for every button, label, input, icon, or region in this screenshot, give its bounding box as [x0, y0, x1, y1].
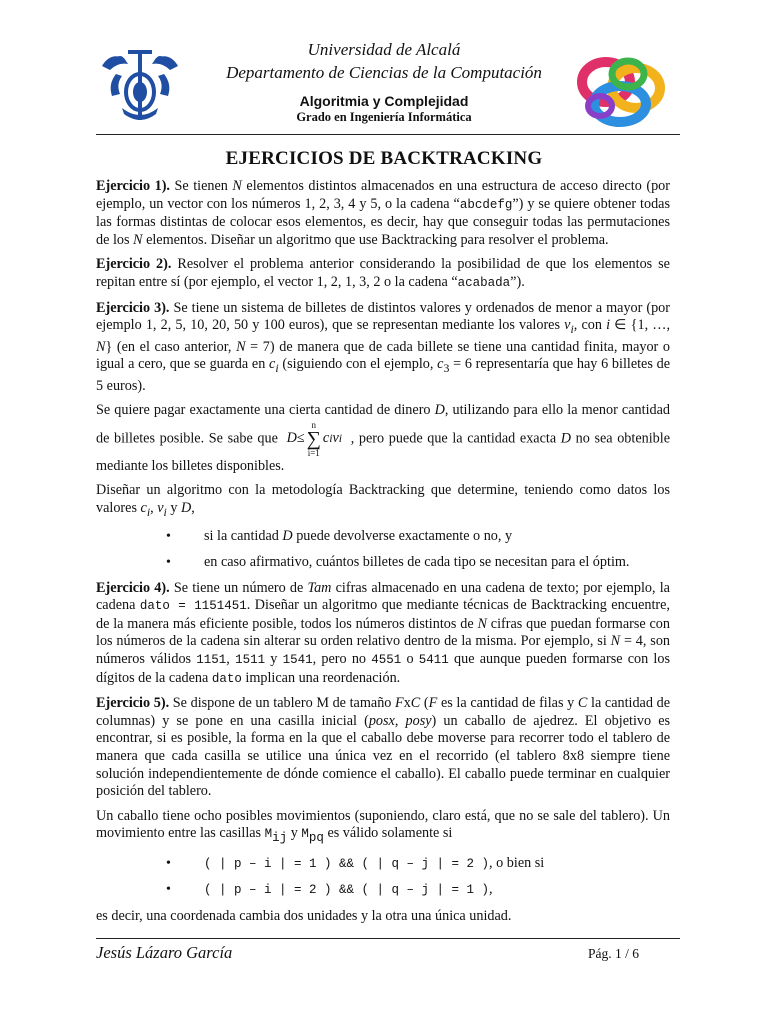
page-number: Pág. 1 / 6: [588, 946, 640, 961]
header-rule: [96, 134, 680, 135]
exercise-5-conditions: [96, 855, 670, 900]
subject-name: Algoritmia y Complejidad: [299, 93, 469, 109]
exercise-3-design: Diseñar un algoritmo con la metodología Backtracking que determine, teniendo como datos los valores $c_i$, $v_i$ y D,: [96, 482, 670, 519]
exercise-3: Ejercicio 3). Se tiene un sistema de billetes de distintos valores y ordenados de menor a mayor (por ejemplo 1, 2, 5, 10, 20, 50 y 100 euros), que se representan mediante los valores $v_i$, con i ∈ {1, …, N} (en el caso anterior, N = 7) de manera que de cada billete se tiene una cantidad finita, mayor o igual a cero, que se guarda en $c_i$ (siguiendo con el ejemplo, $c_3 = 6$ representaría que hay 6 billetes de 5 euros).: [96, 299, 670, 394]
list-item: • ( | p – i | = 1 ) && ( | q – j | = 2 ), o bien si: [166, 855, 670, 874]
exercise-5: Ejercicio 5). Se dispone de un tablero M de tamaño FxC (F es la cantidad de filas y C la cantidad de columnas) y se pone en una casilla inicial (posx, posy) un caballo de ajedrez. El objetivo es encontrar, si es posible, la forma en la que el caballo debe moverse para recorrer todo el tablero de manera que cada casilla se utilice una única vez en el recorrido (el tablero 8x8 siempre tiene solución independientemente de dónde comience el caballo). El caballo puede terminar en cualquier posición del tablero.: [96, 695, 671, 800]
footer-author: Jesús Lázaro García: [96, 943, 233, 962]
exercise-3-bullets: [96, 528, 670, 571]
exercise-3-statement: Se quiere pagar exactamente una cierta cantidad de dinero D, utilizando para ello la menor cantidad de billetes posible. Se sabe que D ≤ n ∑ i=1 c i v i , pero puede que la cantidad exacta D no sea obtenible mediante los billetes disponibles.: [96, 402, 670, 474]
list-item: • si la cantidad D puede devolverse exactamente o no, y: [166, 528, 670, 546]
exercise-4: Ejercicio 4). Se tiene un número de Tam cifras almacenado en una cadena de texto; por ejemplo, la cadena dato = 1151451. Diseñar un algoritmo que mediante técnicas de Backtracking encuentre, de la manera más eficiente posible, todos los números distintos de N cifras que puedan formarse con los números de la cadena sin alterar su orden relativo dentro de la misma. Por ejemplo, si N = 4, son números válidos 1151, 1511 y 1541, pero no 4551 o 5411 que aunque pueden formarse con los dígitos de la cadena dato implican una reordenación.: [96, 579, 671, 686]
degree-name: Grado en Ingeniería Informática: [296, 110, 472, 124]
university-name: Universidad de Alcalá: [307, 40, 461, 59]
department-name: Departamento de Ciencias de la Computación: [226, 63, 542, 82]
document-body: [96, 178, 670, 933]
exercise-1: Ejercicio 1). Se tienen N elementos distintos almacenados en una estructura de acceso directo (por ejemplo, un vector con los números 1, 2, 3, 4 y 5, o la cadena “abcdefg”) y se quiere obtener todas las formas distintas de colocar esos elementos, es decir, hay que conseguir todas las permutaciones de los N elementos. Diseñar un algoritmo que use Backtracking para resolver el problema.: [96, 178, 670, 248]
footer-rule: [96, 938, 680, 939]
list-item: • ( | p – i | = 2 ) && ( | q – j | = 1 ),: [166, 881, 670, 900]
exercise-5-conclusion: es decir, una coordenada cambia dos unidades y la otra una única unidad.: [96, 907, 512, 924]
page-title: EJERCICIOS DE BACKTRACKING: [225, 148, 543, 169]
exercise-5-movement: Un caballo tiene ocho posibles movimientos (suponiendo, claro está, que no se sale del tablero). Un movimiento entre las casillas $M_{ij}$ y $M_{pq}$ es válido solamente si: [96, 807, 670, 846]
summation-formula: D ≤ n ∑ i=1 c i v i: [286, 419, 343, 458]
list-item: • en caso afirmativo, cuántos billetes de cada tipo se necesitan para el óptim.: [166, 554, 670, 572]
exercise-2: Ejercicio 2). Resolver el problema anterior considerando la posibilidad de que los elementos se repitan entre sí (por ejemplo, el vector 1, 2, 1, 3, 2 o la cadena “acabada”).: [96, 256, 670, 290]
